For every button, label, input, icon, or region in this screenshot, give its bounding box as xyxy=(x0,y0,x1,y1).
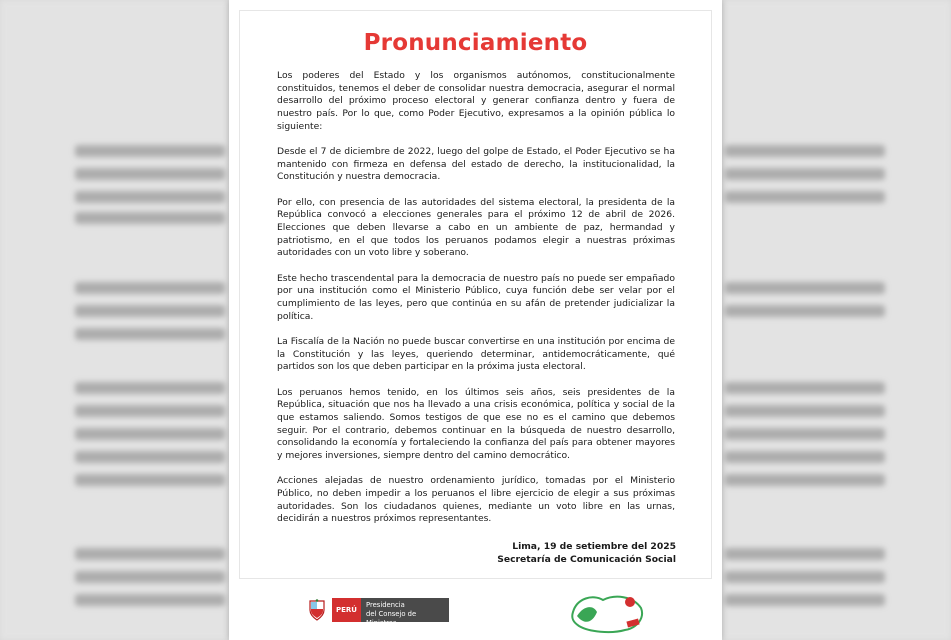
background-line xyxy=(75,474,225,486)
paragraph-4: Este hecho trascendental para la democracia de nuestro país no puede ser empañado por una institución como el Ministerio Público, cuya función debe ser velar por el cumplimiento de las leyes, pero que continúa en su afán de pretender judicializar la política. xyxy=(277,272,675,322)
document-footer xyxy=(229,582,722,640)
background-line xyxy=(725,594,885,606)
background-line xyxy=(75,212,225,224)
background-line xyxy=(75,168,225,180)
background-line xyxy=(75,548,225,560)
background-line xyxy=(725,305,885,317)
coat-of-arms-icon xyxy=(308,599,326,621)
paragraph-6: Los peruanos hemos tenido, en los últimos seis años, seis presidentes de la República, situación que nos ha llevado a una crisis económica, política y social de la que estamos saliendo. Somos testigos de que ese no es el camino que debemos seguir. Por el contrario, debemos continuar en la búsqueda de nuestro desarrollo, consolidando la economía y fortaleciendo la confianza del país para obtener mayores y mejores inversiones, siempre dentro del camino democrático. xyxy=(277,386,675,462)
background-line xyxy=(725,191,885,203)
issuer-name: Secretaría de Comunicación Social xyxy=(497,554,676,565)
background-line xyxy=(725,474,885,486)
paragraph-5: La Fiscalía de la Nación no puede buscar convertirse en una institución por encima de la Constitución y las leyes, queriendo determinar, antidemocráticamente, qué partidos son los que deben participar en la próxima justa electoral. xyxy=(277,335,675,373)
background-line xyxy=(725,571,885,583)
background-line xyxy=(75,145,225,157)
background-line xyxy=(75,405,225,417)
government-logo xyxy=(308,598,449,627)
background-line xyxy=(75,594,225,606)
background-line xyxy=(75,191,225,203)
background-line xyxy=(725,405,885,417)
background-line xyxy=(725,428,885,440)
background-line xyxy=(75,382,225,394)
document-body xyxy=(277,70,675,539)
signature-block xyxy=(497,540,676,566)
date-line: Lima, 19 de setiembre del 2025 xyxy=(512,541,676,552)
background-line xyxy=(725,168,885,180)
background-line xyxy=(725,145,885,157)
background-line xyxy=(75,428,225,440)
ministry-label-line-1: Presidencia xyxy=(366,601,405,609)
background-line xyxy=(725,382,885,394)
peru-label: PERÚ xyxy=(332,598,361,622)
background-line xyxy=(75,282,225,294)
background-line xyxy=(75,328,225,340)
paragraph-7: Acciones alejadas de nuestro ordenamiento jurídico, tomadas por el Ministerio Público, no deben impedir a los peruanos el libre ejercicio de elegir a sus próximas autoridades. Son los ciudadanos quienes, mediante un voto libre en las urnas, decidirán a nuestros próximos representantes. xyxy=(277,475,675,525)
ponle-punche-peru-logo xyxy=(567,590,647,634)
paragraph-3: Por ello, con presencia de las autoridades del sistema electoral, la presidenta de la República convocó a elecciones generales para el próximo 12 de abril de 2026. Elecciones que deben llevarse a cabo en un ambiente de paz, hermandad y patriotismo, en el que todos los peruanos podamos elegir a nuestras próximas autoridades con un voto libre y soberano. xyxy=(277,196,675,259)
background-line xyxy=(725,548,885,560)
ministry-label xyxy=(361,598,449,627)
background-line xyxy=(75,571,225,583)
paragraph-2: Desde el 7 de diciembre de 2022, luego del golpe de Estado, el Poder Ejecutivo se ha mantenido con firmeza en defensa del estado de derecho, la institucionalidad, la Constitución y nuestra democracia. xyxy=(277,146,675,183)
background-line xyxy=(75,305,225,317)
background-line xyxy=(725,451,885,463)
statement-document xyxy=(229,0,722,640)
paragraph-intro: Los poderes del Estado y los organismos autónomos, constitucionalmente constituidos, tenemos el deber de consolidar nuestra democracia, asegurar el normal desarrollo del próximo proceso electoral y generar confianza dentro y fuera de nuestro país. Por lo que, como Poder Ejecutivo, expresamos a la opinión pública lo siguiente: xyxy=(277,70,675,132)
ministry-label-line-2: del Consejo de Ministros xyxy=(366,610,417,627)
background-line xyxy=(725,282,885,294)
document-title: Pronunciamiento xyxy=(363,30,588,56)
background-line xyxy=(75,451,225,463)
